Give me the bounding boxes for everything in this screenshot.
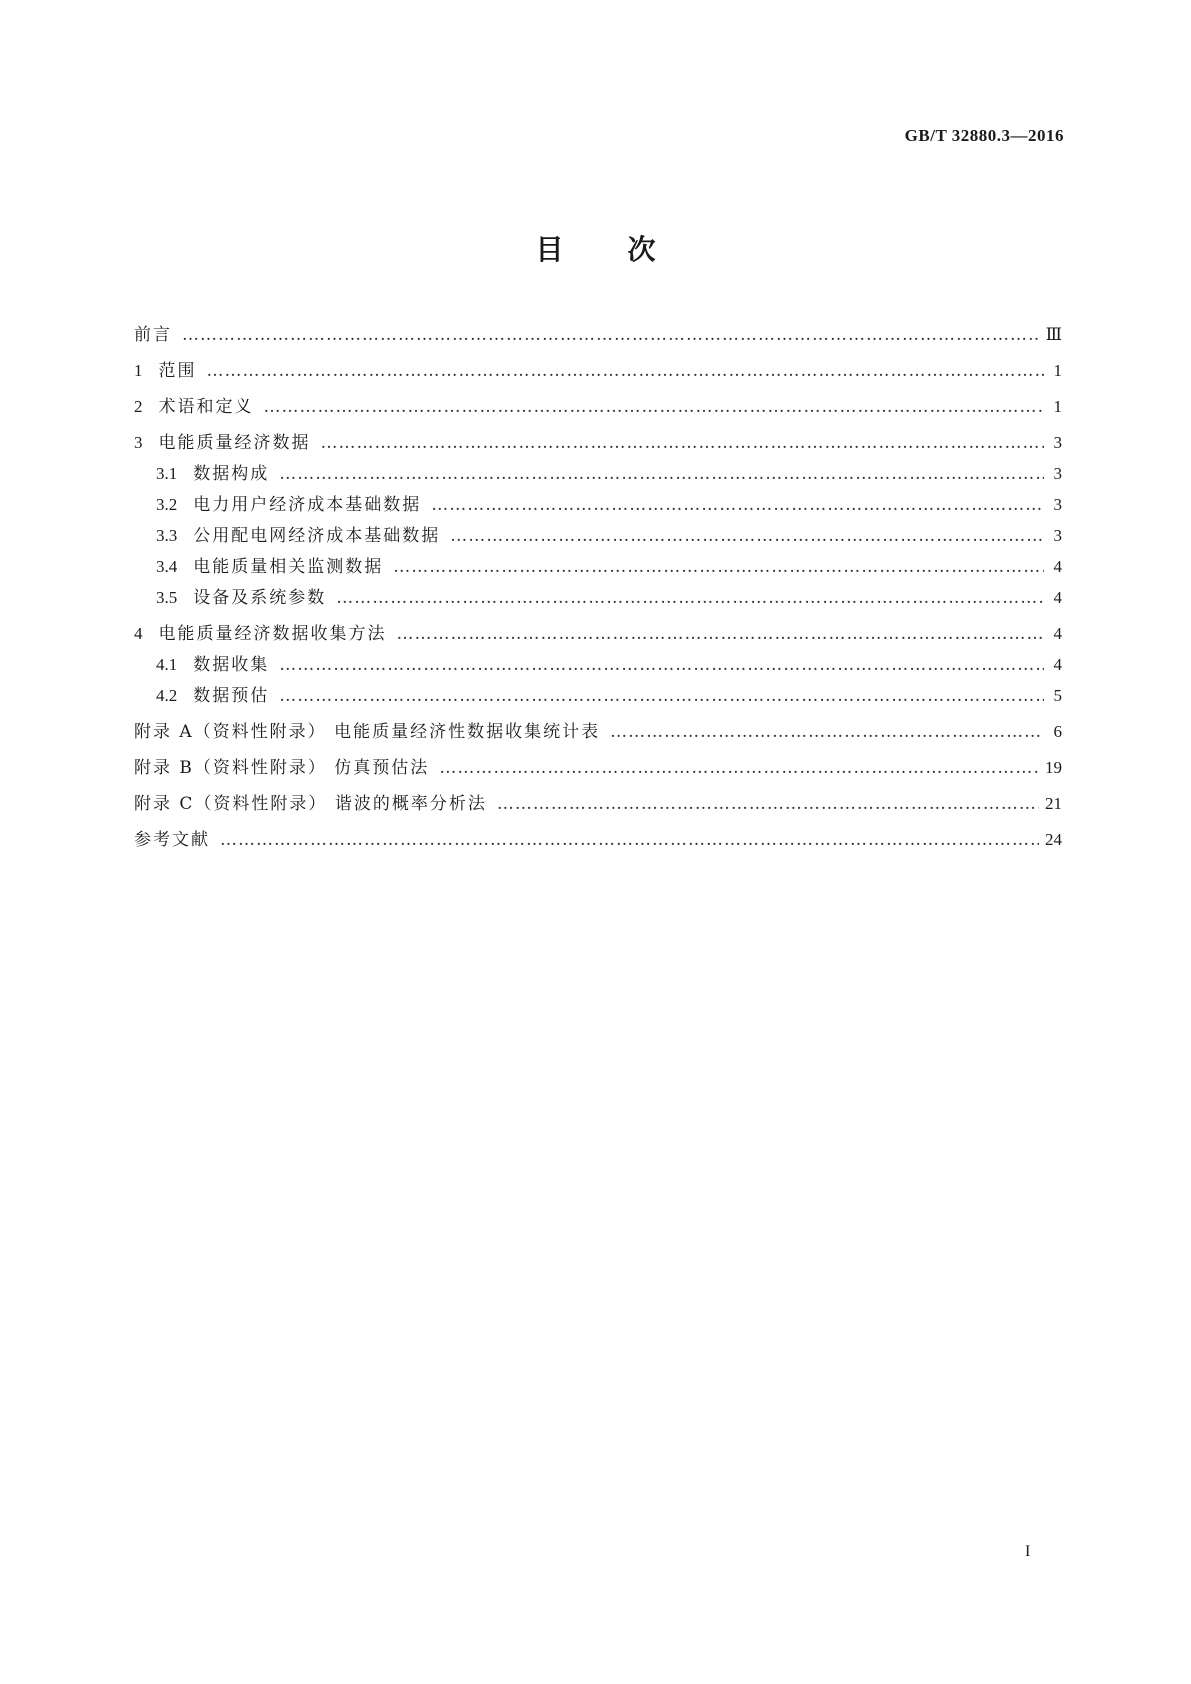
toc-entry-page: 3 <box>1053 433 1062 452</box>
toc-entry-number: 1 <box>134 361 143 380</box>
table-of-contents <box>134 324 1062 851</box>
toc-entry-page: 21 <box>1045 794 1062 813</box>
standard-code: GB/T 32880.3—2016 <box>904 126 1064 145</box>
toc-entry-text: 设备及系统参数 <box>193 588 327 608</box>
toc-entry-text: 电能质量经济数据收集方法 <box>158 624 387 644</box>
toc-entry-page: 4 <box>1053 655 1062 674</box>
toc-entry-number: 3.4 <box>156 557 178 576</box>
toc-entry-text: 前言 <box>134 325 172 345</box>
toc-entry-text: 范围 <box>158 361 197 381</box>
toc-entry-number: 3.3 <box>156 526 178 545</box>
toc-entry-1[interactable] <box>134 360 1062 382</box>
toc-leader <box>264 396 1045 418</box>
toc-leader <box>497 793 1039 815</box>
toc-leader <box>397 623 1045 645</box>
toc-entry-3-3[interactable] <box>134 525 1062 547</box>
toc-entry-page: 24 <box>1045 830 1062 849</box>
toc-entry-references[interactable] <box>134 829 1062 851</box>
toc-entry-text: 电能质量相关监测数据 <box>193 557 384 577</box>
toc-entry-3-4[interactable] <box>134 556 1062 578</box>
toc-leader <box>279 654 1044 676</box>
toc-entry-page: 4 <box>1053 557 1062 576</box>
toc-entry-page: 1 <box>1053 397 1062 416</box>
toc-entry-2[interactable] <box>134 396 1062 418</box>
toc-entry-page: 19 <box>1045 758 1062 777</box>
toc-entry-text: 参考文献 <box>134 830 210 850</box>
toc-leader <box>439 757 1039 779</box>
toc-leader <box>336 587 1044 609</box>
toc-leader <box>220 829 1039 851</box>
toc-entry-text: 术语和定义 <box>158 397 254 417</box>
toc-entry-text: 数据预估 <box>193 686 270 706</box>
toc-entry-number: 4 <box>134 624 143 643</box>
toc-entry-3-5[interactable] <box>134 587 1062 609</box>
toc-leader <box>431 494 1044 516</box>
toc-entry-page: 1 <box>1053 361 1062 380</box>
toc-entry-page: 6 <box>1053 722 1062 741</box>
toc-entry-page: 3 <box>1053 526 1062 545</box>
toc-entry-3-1[interactable] <box>134 463 1062 485</box>
toc-leader <box>279 685 1044 707</box>
toc-entry-4[interactable] <box>134 623 1062 645</box>
toc-entry-text: 数据收集 <box>193 655 270 675</box>
toc-leader <box>393 556 1044 578</box>
toc-entry-4-2[interactable] <box>134 685 1062 707</box>
toc-entry-number: 3.1 <box>156 464 178 483</box>
toc-entry-page: 4 <box>1053 624 1062 643</box>
toc-entry-page: 4 <box>1053 588 1062 607</box>
page-number: I <box>1025 1543 1031 1560</box>
toc-entry-text: 附录 C（资料性附录） 谐波的概率分析法 <box>134 794 487 814</box>
toc-leader <box>610 721 1044 743</box>
toc-entry-number: 3.5 <box>156 588 178 607</box>
toc-entry-text: 附录 B（资料性附录） 仿真预估法 <box>134 758 430 778</box>
toc-entry-page: Ⅲ <box>1045 325 1062 344</box>
toc-entry-appendix-b[interactable] <box>134 757 1062 779</box>
toc-entry-foreword[interactable] <box>134 324 1062 346</box>
toc-leader <box>450 525 1044 547</box>
toc-entry-page: 3 <box>1053 495 1062 514</box>
toc-entry-number: 3.2 <box>156 495 178 514</box>
toc-entry-text: 公用配电网经济成本基础数据 <box>193 526 441 546</box>
toc-entry-appendix-a[interactable] <box>134 721 1062 743</box>
toc-entry-text: 数据构成 <box>193 464 270 484</box>
toc-entry-page: 5 <box>1053 686 1062 705</box>
toc-entry-3-2[interactable] <box>134 494 1062 516</box>
toc-leader <box>279 463 1044 485</box>
toc-entry-number: 2 <box>134 397 143 416</box>
toc-entry-number: 4.1 <box>156 655 178 674</box>
toc-leader <box>207 360 1045 382</box>
toc-entry-text: 电力用户经济成本基础数据 <box>193 495 422 515</box>
toc-entry-text: 电能质量经济数据 <box>158 433 311 453</box>
toc-leader <box>321 432 1045 454</box>
toc-leader <box>182 324 1040 346</box>
toc-entry-appendix-c[interactable] <box>134 793 1062 815</box>
toc-entry-page: 3 <box>1053 464 1062 483</box>
toc-entry-text: 附录 A（资料性附录） 电能质量经济性数据收集统计表 <box>134 722 601 742</box>
page-title: 目次 <box>535 233 720 266</box>
toc-entry-4-1[interactable] <box>134 654 1062 676</box>
toc-entry-number: 4.2 <box>156 686 178 705</box>
toc-entry-number: 3 <box>134 433 143 452</box>
toc-entry-3[interactable] <box>134 432 1062 454</box>
